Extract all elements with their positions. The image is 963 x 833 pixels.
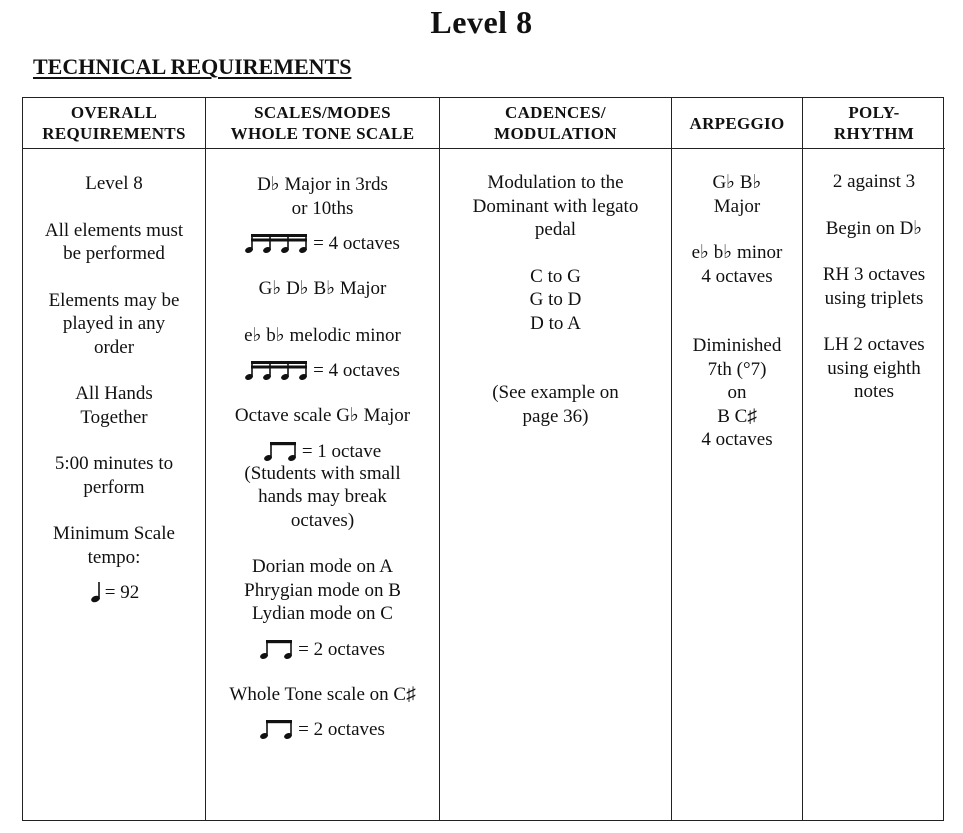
arpeggio-diminished: B C♯ [717,405,757,427]
modulation-key: D to A [530,312,581,334]
header-line: OVERALL [70,103,158,122]
any-order-text: Elements may be [48,289,180,311]
arpeggio-diminished: on [727,382,747,403]
header-line: ARPEGGIO [689,113,785,133]
arpeggio-major: Major [713,195,761,217]
tempo-label: Minimum Scale [53,523,175,544]
section-title: TECHNICAL REQUIREMENTS [33,54,352,79]
eighths-label: = 2 octaves [298,638,385,660]
polyrhythm-lh: LH 2 octaves [823,334,925,355]
header-line: CADENCES/ [505,103,606,122]
sixteenths-label: = 4 octaves [313,233,400,254]
column-body-cadences [440,149,671,820]
arpeggio-major: G♭ B♭ [712,172,762,193]
hands-text: Together [80,406,148,428]
column-header-arpeggio [672,98,802,149]
octave-scale-text: Octave scale G♭ Major [234,405,411,426]
four-sixteenth-notes-icon [245,359,309,381]
all-elements-text: All elements must [44,219,184,241]
column-header-scales [206,98,439,149]
eighths-label: = 1 octave [301,440,382,462]
column-overall-requirements [23,98,206,820]
whole-tone-text: Whole Tone scale on C♯ [229,683,416,705]
melodic-minor-text: e♭ b♭ melodic minor [244,324,401,346]
mode-text: Dorian mode on A [252,556,393,577]
sixteenths-four-octaves [206,357,439,381]
header-line: REQUIREMENTS [42,124,186,143]
quarter-note-icon [89,581,101,603]
eighths-two-octaves [206,636,439,660]
tempo-value: = 92 [104,582,140,603]
polyrhythm-ratio: 2 against 3 [832,171,916,192]
column-scales-modes [206,98,440,820]
polyrhythm-rh: using triplets [824,287,924,309]
header-line: RHYTHM [833,124,915,143]
arpeggio-diminished: 4 octaves [701,429,773,450]
level-text: Level 8 [85,173,143,194]
column-body-overall [23,149,205,820]
column-header-overall [23,98,205,149]
small-hands-text: octaves) [290,509,355,531]
polyrhythm-lh: notes [853,381,895,402]
eighths-two-octaves [206,716,439,740]
header-line: SCALES/MODES [254,103,391,122]
majors-text: G♭ D♭ B♭ Major [258,278,387,299]
small-hands-text: (Students with small [244,462,401,484]
db-major-text: D♭ Major in 3rds [257,174,388,195]
header-line: WHOLE TONE SCALE [230,124,415,143]
time-text: perform [83,476,145,498]
column-cadences-modulation [440,98,672,820]
two-eighth-notes-icon [260,718,294,740]
column-body-scales [206,149,439,820]
modulation-text: Modulation to the [487,172,624,193]
requirements-table [22,97,944,821]
eighths-label: = 2 octaves [298,719,385,740]
modulation-text: pedal [534,219,577,240]
small-hands-text: hands may break [258,486,387,507]
modulation-key: G to D [529,289,582,310]
header-line: POLY- [848,103,900,122]
all-elements-text: be performed [63,243,165,264]
arpeggio-minor: e♭ b♭ minor [691,242,783,263]
column-body-arpeggio [672,149,802,820]
column-header-polyrhythm [803,98,945,149]
two-eighth-notes-icon [264,440,298,462]
sixteenths-label: = 4 octaves [313,360,400,381]
eighths-one-octave [206,438,439,462]
column-arpeggio [672,98,803,820]
modulation-key: C to G [530,265,581,287]
tempo-marking [23,579,205,603]
time-text: 5:00 minutes to [54,453,174,474]
polyrhythm-lh: using eighth [827,357,921,379]
arpeggio-diminished: Diminished [692,335,782,356]
hands-text: All Hands [75,383,153,404]
db-major-text: or 10ths [291,197,354,219]
polyrhythm-begin: Begin on D♭ [825,217,923,239]
column-body-polyrhythm [803,149,945,820]
four-sixteenth-notes-icon [245,232,309,254]
polyrhythm-rh: RH 3 octaves [822,264,926,285]
tempo-label: tempo: [87,546,141,568]
two-eighth-notes-icon [260,638,294,660]
column-header-cadences [440,98,671,149]
mode-text: Phrygian mode on B [244,579,401,601]
example-reference: page 36) [522,405,589,427]
any-order-text: played in any [62,313,166,334]
sixteenths-four-octaves [206,230,439,254]
arpeggio-minor: 4 octaves [701,265,773,287]
column-polyrhythm [803,98,945,820]
arpeggio-diminished: 7th (°7) [707,358,767,380]
mode-text: Lydian mode on C [252,603,393,624]
modulation-text: Dominant with legato [472,195,639,217]
page-title: Level 8 [430,4,533,40]
header-line: MODULATION [494,124,617,143]
example-reference: (See example on [492,382,619,403]
any-order-text: order [93,336,135,358]
